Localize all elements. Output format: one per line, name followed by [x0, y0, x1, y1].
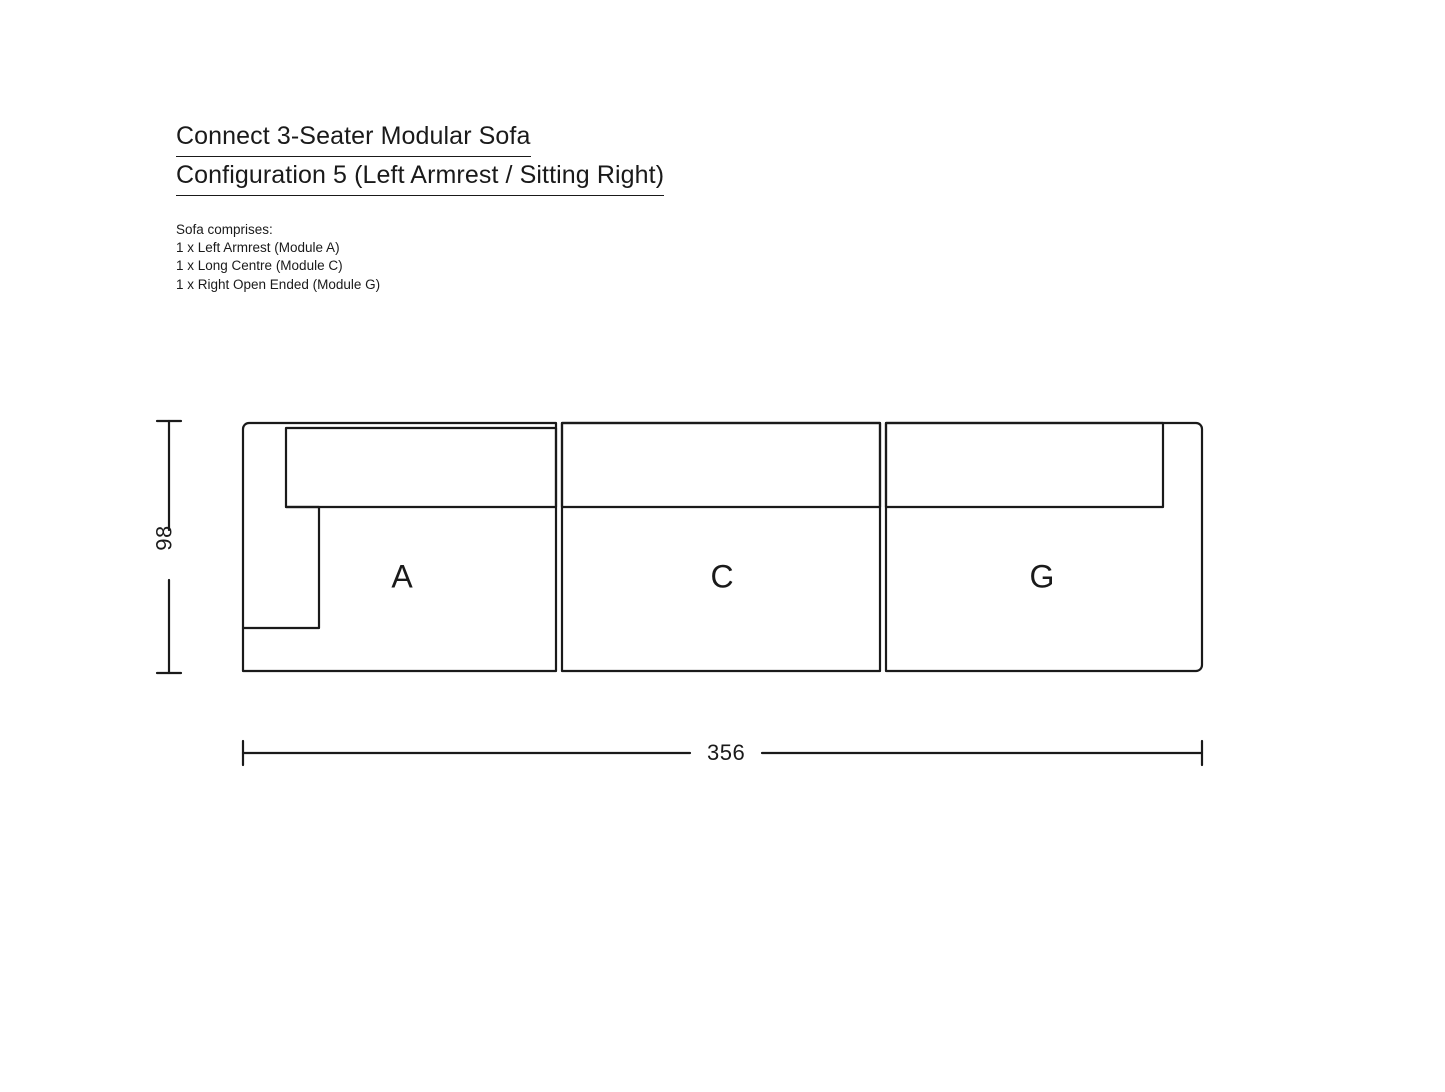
module-c-backrest [562, 423, 880, 507]
dimension-width-label: 356 [697, 740, 755, 766]
module-label-c: C [710, 558, 734, 595]
comprises-item: 1 x Left Armrest (Module A) [176, 240, 340, 256]
module-g-backrest [886, 423, 1163, 507]
module-a-outline [243, 423, 556, 671]
module-g-outline [886, 423, 1202, 671]
title-line-1: Connect 3-Seater Modular Sofa [176, 118, 531, 157]
comprises-item: 1 x Right Open Ended (Module G) [176, 276, 381, 292]
module-label-a: A [391, 558, 413, 595]
module-label-g: G [1029, 558, 1055, 595]
comprises-heading: Sofa comprises: [176, 222, 273, 237]
module-a-armrest [243, 507, 319, 628]
comprises-item: 1 x Long Centre (Module C) [176, 258, 343, 274]
title-line-2: Configuration 5 (Left Armrest / Sitting Right) [176, 157, 664, 196]
module-a-backrest [286, 428, 556, 507]
module-c-outline [562, 423, 880, 671]
dimension-height-label: 98 [151, 525, 177, 551]
